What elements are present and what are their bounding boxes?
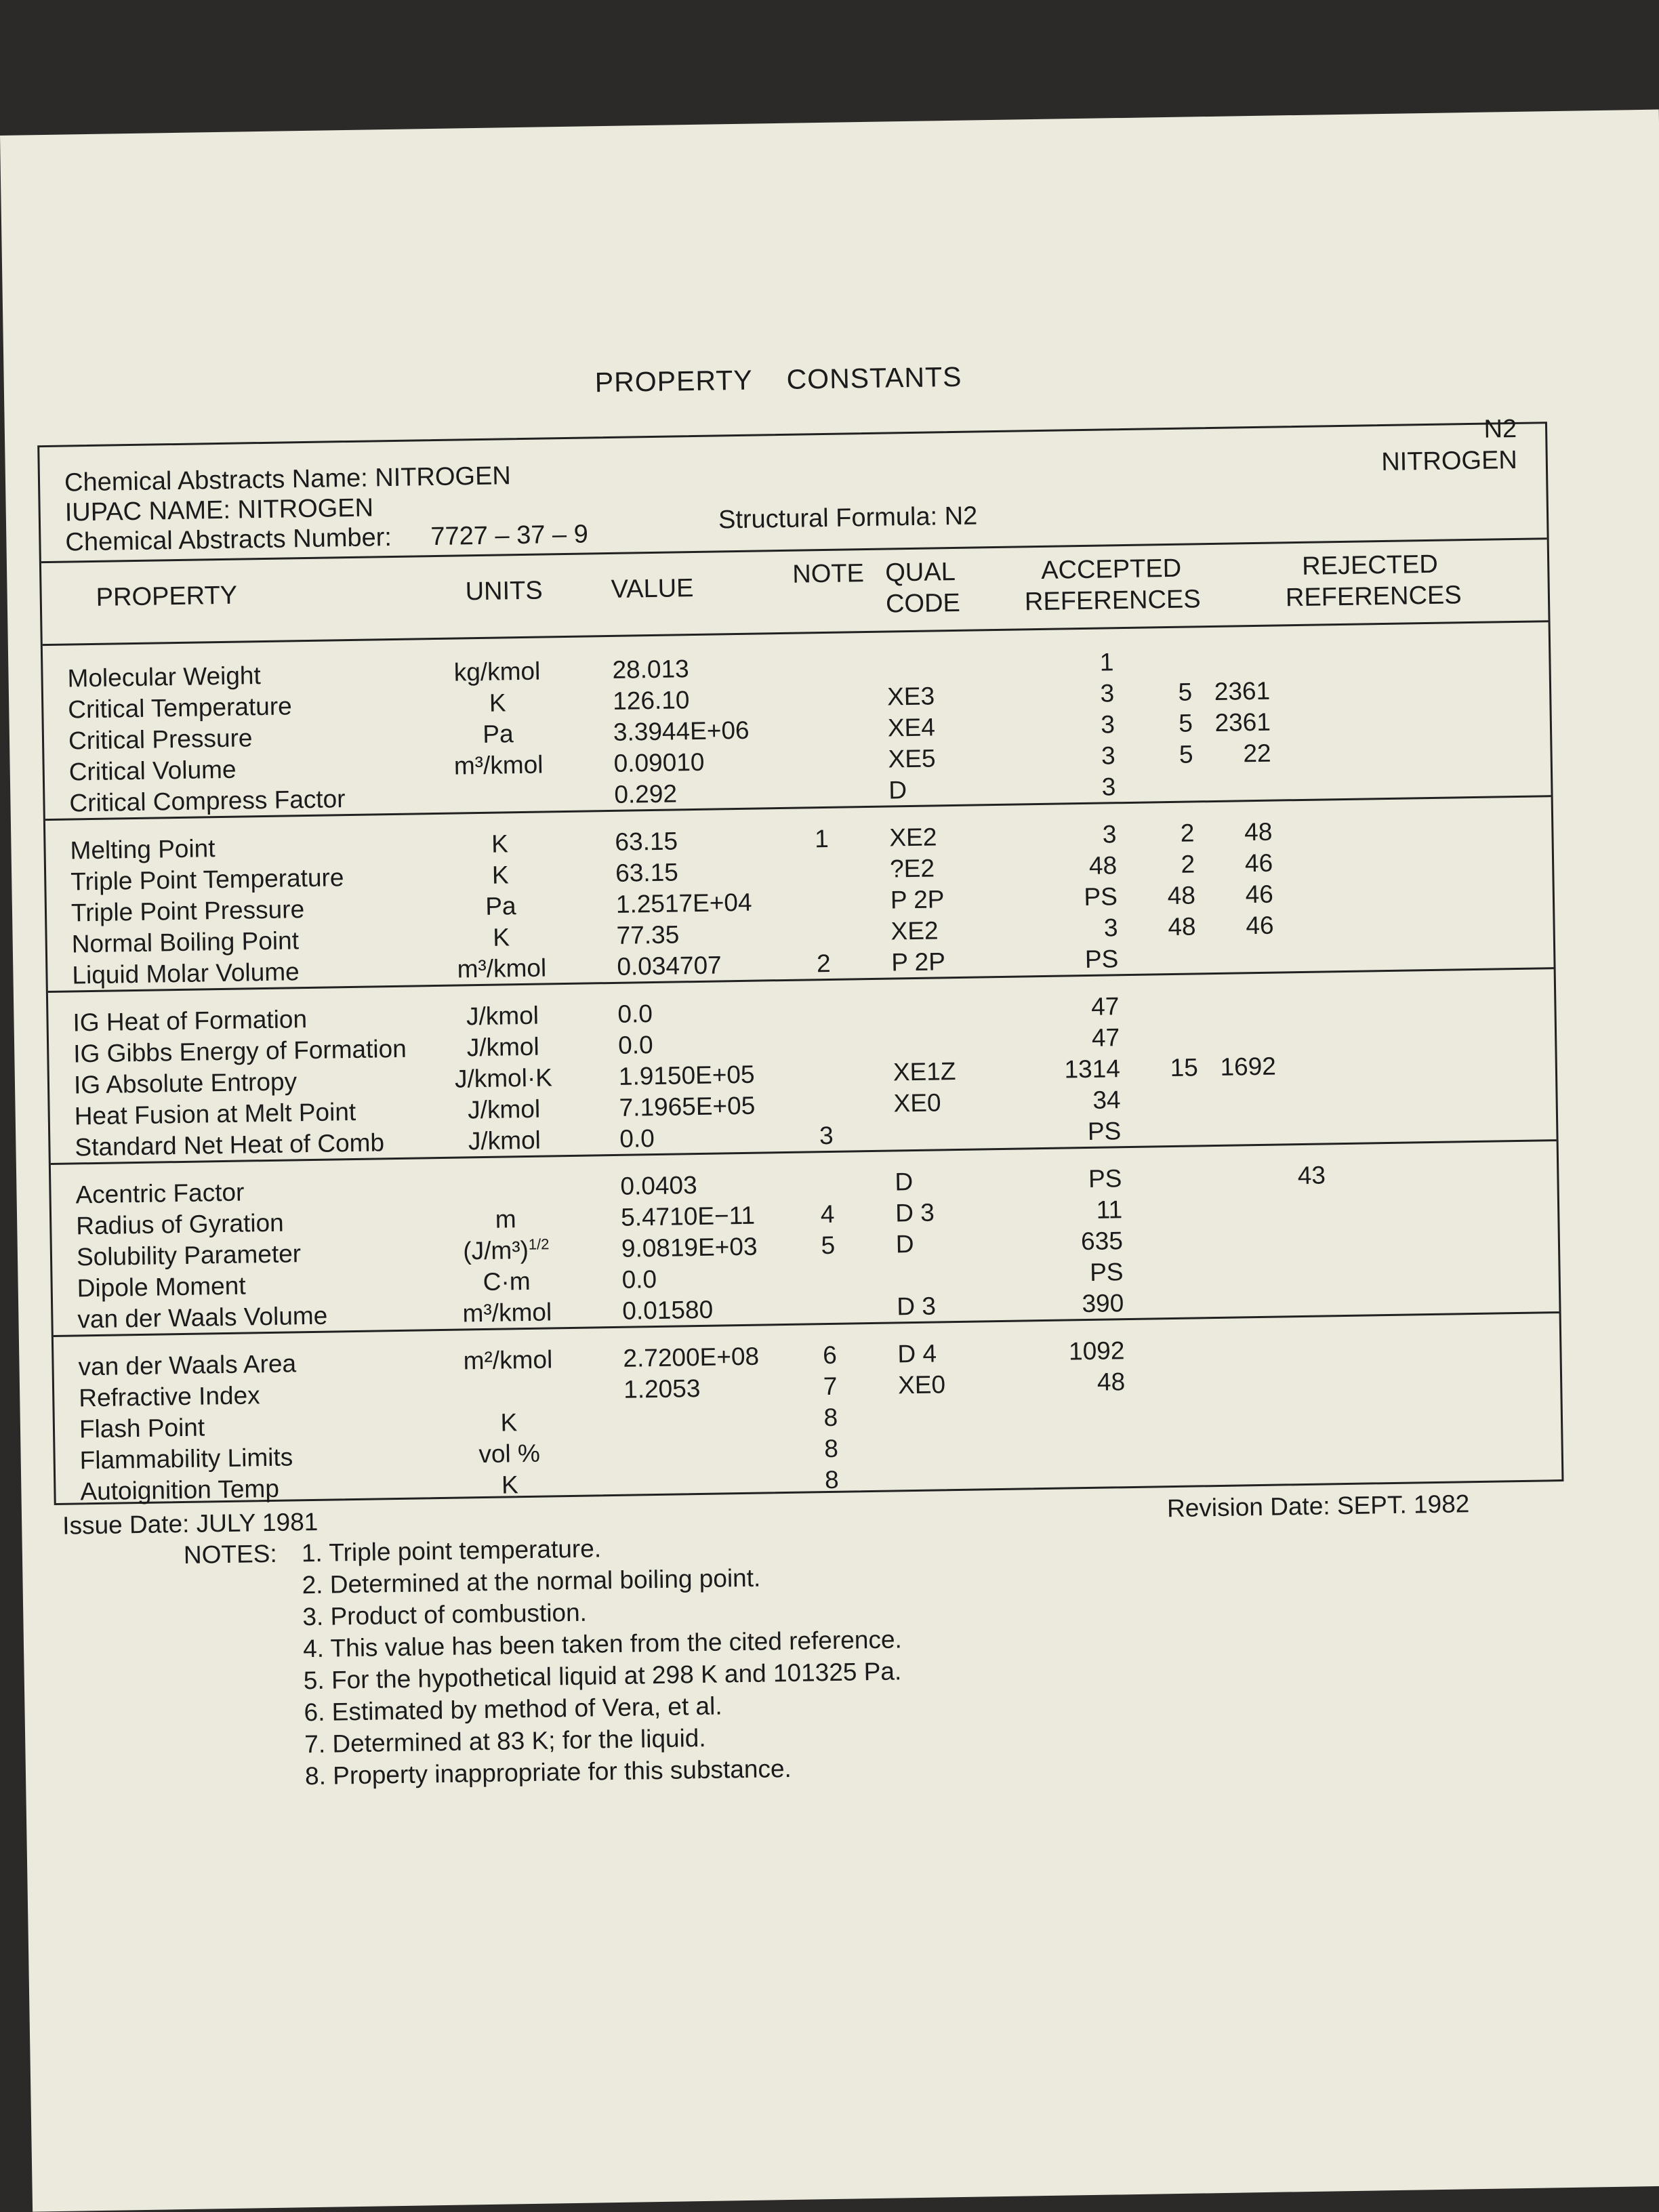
accepted-ref-1-cell: 48: [1097, 1368, 1126, 1396]
units-cell: $(J/m^3)^{1/2}$: [463, 1235, 550, 1265]
accepted-ref-3-cell: [1207, 1426, 1282, 1427]
ca-number-label: Chemical Abstracts Number:: [65, 523, 392, 557]
accepted-ref-2-cell: [1127, 1286, 1202, 1287]
qual-code-cell: XE2: [889, 823, 937, 852]
rejected-ref-cell: 43: [1297, 1161, 1326, 1190]
qual-code-cell: XE0: [893, 1088, 941, 1118]
accepted-ref-3-cell: 46: [1246, 911, 1274, 940]
units-cell: m³/kmol: [462, 1298, 552, 1328]
note-cell: [806, 885, 840, 886]
footnote-item: 2. Determined at the normal boiling point.: [302, 1563, 761, 1599]
property-cell: IG Absolute Entropy: [73, 1067, 298, 1099]
accepted-ref-2-cell: [1126, 1223, 1200, 1225]
issue-date: Issue Date: JULY 1981: [62, 1507, 319, 1540]
property-cell: Triple Point Temperature: [70, 863, 344, 896]
value-cell: 28.013: [612, 655, 689, 684]
accepted-ref-3-cell: 48: [1244, 817, 1273, 846]
col-qual-2: CODE: [885, 588, 961, 619]
units-cell: K: [501, 1471, 519, 1499]
units-cell: J/kmol: [467, 1094, 541, 1124]
units-cell: m³/kmol: [457, 954, 547, 983]
accepted-ref-1-cell: 3: [1102, 820, 1117, 848]
property-cell: Triple Point Pressure: [70, 895, 305, 927]
property-cell: Critical Pressure: [68, 724, 253, 755]
note-cell: [808, 1057, 842, 1058]
value-cell: 9.0819E+03: [621, 1232, 758, 1263]
accepted-ref-2-cell: 48: [1167, 881, 1196, 910]
qual-code-cell: XE4: [887, 713, 936, 742]
qual-code-cell: P 2P: [891, 947, 946, 977]
units-cell: K: [491, 830, 509, 858]
accepted-ref-3-cell: [1200, 988, 1275, 989]
property-cell: Liquid Molar Volume: [72, 958, 300, 989]
formula-short: N2: [1483, 414, 1517, 444]
units-cell: K: [489, 689, 506, 717]
iupac-name: IUPAC NAME: NITROGEN: [64, 493, 374, 527]
qual-code-cell: D 3: [895, 1198, 935, 1227]
name-short: NITROGEN: [1380, 445, 1518, 477]
accepted-ref-1-cell: [1018, 1459, 1126, 1461]
rejected-ref-cell: [1254, 987, 1363, 989]
note-cell: 7: [823, 1372, 838, 1401]
accepted-ref-3-cell: [1208, 1457, 1282, 1458]
value-cell: 77.35: [616, 920, 680, 949]
col-accepted-1: ACCEPTED: [1040, 554, 1182, 585]
col-rejected-1: REJECTED: [1301, 550, 1439, 581]
accepted-ref-1-cell: 1314: [1064, 1054, 1121, 1084]
footnote-item: 4. This value has been taken from the cited reference.: [302, 1625, 903, 1663]
property-cell: Critical Temperature: [67, 692, 292, 724]
accepted-ref-2-cell: [1129, 1427, 1204, 1428]
property-cell: Flash Point: [79, 1413, 205, 1443]
property-table: [37, 414, 1563, 1506]
accepted-ref-2-cell: [1126, 1192, 1200, 1193]
accepted-ref-2-cell: [1122, 989, 1197, 990]
accepted-ref-3-cell: [1205, 1285, 1279, 1286]
property-cell: Radius of Gyration: [75, 1208, 285, 1240]
accepted-ref-1-cell: 3: [1101, 773, 1116, 801]
accepted-ref-1-cell: PS: [1088, 1164, 1122, 1193]
note-cell: [803, 744, 837, 745]
property-cell: Acentric Factor: [75, 1178, 245, 1209]
qual-code-cell: XE0: [897, 1370, 946, 1399]
value-cell: 63.15: [615, 858, 679, 887]
accepted-ref-1-cell: PS: [1089, 1258, 1124, 1286]
units-cell: J/kmol: [466, 1032, 539, 1062]
note-cell: [806, 916, 840, 917]
accepted-ref-2-cell: 5: [1179, 740, 1193, 769]
accepted-ref-3-cell: 2361: [1214, 708, 1271, 737]
accepted-ref-3-cell: [1206, 1395, 1281, 1396]
accepted-ref-1-cell: 11: [1096, 1195, 1123, 1224]
accepted-ref-2-cell: [1126, 1254, 1201, 1256]
ca-name: Chemical Abstracts Name: NITROGEN: [64, 462, 512, 497]
accepted-ref-3-cell: 46: [1244, 848, 1273, 878]
property-cell: Critical Volume: [68, 755, 237, 786]
accepted-ref-2-cell: [1128, 1364, 1203, 1366]
qual-code-cell: D: [888, 776, 907, 804]
accepted-ref-2-cell: 15: [1170, 1053, 1199, 1082]
note-cell: 6: [822, 1340, 838, 1370]
col-value: VALUE: [611, 574, 694, 604]
property-cell: Standard Net Heat of Comb: [75, 1128, 385, 1162]
value-cell: 0.0403: [620, 1171, 697, 1200]
accepted-ref-1-cell: PS: [1084, 882, 1118, 912]
title-right: CONSTANTS: [786, 361, 962, 395]
accepted-ref-2-cell: 2: [1180, 819, 1195, 847]
value-cell: 7.1965E+05: [619, 1091, 756, 1122]
property-cell: IG Gibbs Energy of Formation: [73, 1034, 407, 1068]
property-cell: Autoignition Temp: [80, 1474, 280, 1506]
units-cell: Pa: [483, 720, 514, 748]
note-cell: [807, 995, 841, 996]
accepted-ref-2-cell: 5: [1178, 709, 1193, 737]
col-property: PROPERTY: [96, 581, 238, 612]
units-cell: J/kmol: [466, 1001, 539, 1031]
value-cell: 0.09010: [613, 747, 705, 777]
accepted-ref-1-cell: 47: [1091, 1023, 1120, 1052]
note-cell: 2: [816, 949, 831, 978]
accepted-ref-2-cell: [1128, 1333, 1202, 1334]
accepted-ref-3-cell: [1195, 644, 1269, 645]
accepted-ref-2-cell: [1117, 644, 1191, 646]
accepted-ref-2-cell: 5: [1178, 678, 1193, 706]
value-cell: 0.034707: [617, 951, 722, 981]
accepted-ref-1-cell: 3: [1100, 710, 1115, 739]
qual-code-cell: P 2P: [890, 885, 945, 914]
accepted-ref-1-cell: 1: [1099, 648, 1114, 676]
note-cell: [804, 775, 838, 776]
title-left: PROPERTY: [594, 364, 753, 398]
accepted-ref-3-cell: [1206, 1332, 1280, 1334]
note-cell: 3: [819, 1121, 834, 1150]
units-cell: K: [500, 1408, 518, 1437]
accepted-ref-2-cell: [1124, 1113, 1199, 1115]
footnote-item: 8. Property inappropriate for this substance.: [304, 1754, 792, 1790]
property-cell: Flammability Limits: [79, 1443, 293, 1475]
note-cell: [803, 713, 837, 714]
units-cell: K: [493, 923, 510, 951]
rejected-ref-cell: [1255, 1018, 1364, 1020]
property-cell: Critical Compress Factor: [69, 785, 346, 817]
note-cell: [808, 1026, 842, 1027]
value-cell: 0.01580: [622, 1295, 714, 1325]
value-cell: 2.7200E+08: [623, 1342, 760, 1372]
accepted-ref-1-cell: 48: [1088, 851, 1118, 880]
value-cell: 0.0: [619, 1124, 655, 1153]
footnote-item: 3. Product of combustion.: [302, 1598, 588, 1631]
property-cell: Refractive Index: [78, 1381, 260, 1412]
accepted-ref-2-cell: 48: [1168, 912, 1196, 941]
note-cell: 8: [823, 1403, 838, 1432]
value-cell: 0.0: [621, 1265, 657, 1294]
rejected-ref-cell: [1261, 1424, 1370, 1426]
accepted-ref-3-cell: [1204, 1223, 1278, 1224]
note-cell: 1: [814, 824, 830, 853]
qual-code-cell: XE5: [888, 744, 936, 773]
value-cell: 1.2053: [623, 1374, 701, 1404]
property-cell: IG Heat of Formation: [73, 1005, 308, 1037]
units-cell: m³/kmol: [453, 750, 544, 780]
note-cell: 4: [820, 1200, 835, 1229]
value-cell: 3.3944E+06: [613, 716, 750, 746]
rejected-ref-cell: [1262, 1455, 1370, 1457]
accepted-ref-3-cell: 46: [1245, 880, 1274, 909]
accepted-ref-3-cell: [1202, 1113, 1277, 1114]
note-cell: [808, 1088, 842, 1089]
accepted-ref-1-cell: 34: [1092, 1086, 1121, 1114]
rejected-ref-cell: [1259, 1284, 1368, 1286]
revision-date: Revision Date: SEPT. 1982: [1166, 1490, 1470, 1523]
property-cell: Dipole Moment: [77, 1271, 246, 1303]
col-note: NOTE: [792, 559, 865, 589]
units-cell: J/kmol·K: [454, 1063, 553, 1093]
accepted-ref-3-cell: 22: [1243, 739, 1271, 768]
units-cell: J/kmol: [468, 1126, 541, 1155]
footnote-item: 7. Determined at 83 K; for the liquid.: [304, 1723, 706, 1759]
accepted-ref-3-cell: [1204, 1254, 1279, 1255]
accepted-ref-1-cell: 3: [1100, 679, 1115, 708]
units-superscript: 1/2: [528, 1235, 550, 1253]
note-cell: 8: [823, 1434, 839, 1463]
footnote-item: 5. For the hypothetical liquid at 298 K and 101325 Pa.: [303, 1657, 902, 1695]
accepted-ref-1-cell: 3: [1101, 741, 1115, 770]
page-title: [594, 361, 996, 398]
units-cell: vol %: [478, 1439, 541, 1469]
rejected-ref-cell: [1256, 1111, 1365, 1113]
qual-code-cell: XE3: [886, 682, 935, 711]
value-cell: 126.10: [612, 686, 690, 715]
accepted-ref-2-cell: [1123, 1020, 1197, 1021]
note-cell: 8: [824, 1465, 839, 1494]
accepted-ref-2-cell: [1128, 1395, 1203, 1397]
units-cell: C·m: [483, 1267, 531, 1296]
accepted-ref-1-cell: 1092: [1068, 1336, 1125, 1366]
col-qual-1: QUAL: [884, 557, 956, 588]
accepted-ref-1-cell: 3: [1103, 914, 1118, 942]
value-cell: 0.0: [617, 1031, 653, 1059]
accepted-ref-2-cell: [1130, 1458, 1204, 1459]
rejected-ref-cell: [1258, 1221, 1366, 1223]
accepted-ref-3-cell: 2361: [1214, 676, 1271, 705]
units-cell: m²/kmol: [463, 1345, 553, 1375]
value-cell: 5.4710E−11: [620, 1201, 756, 1231]
value-cell: 0.0: [617, 1000, 653, 1028]
footnote-item: 6. Estimated by method of Vera, et al.: [304, 1692, 722, 1727]
note-cell: [810, 1167, 844, 1168]
accepted-ref-3-cell: [1206, 1364, 1281, 1365]
units-cell: Pa: [485, 892, 516, 920]
rejected-ref-cell: [1258, 1252, 1367, 1254]
value-cell: 0.292: [614, 779, 678, 808]
rejected-ref-cell: [1261, 1393, 1369, 1395]
accepted-ref-1-cell: PS: [1084, 945, 1119, 974]
units-cell: m: [495, 1205, 516, 1233]
units-cell: [434, 1171, 576, 1173]
accepted-ref-1-cell: 390: [1082, 1289, 1124, 1318]
accepted-ref-1-cell: 47: [1090, 992, 1120, 1021]
qual-code-cell: D 3: [896, 1292, 937, 1321]
qual-code-cell: ?E2: [889, 854, 935, 883]
units-cell: K: [491, 861, 509, 889]
qual-code-cell: D 4: [897, 1339, 937, 1368]
property-cell: Molecular Weight: [67, 661, 262, 693]
qual-code-cell: D: [895, 1168, 914, 1196]
column-header-divider: [43, 620, 1549, 646]
property-cell: Melting Point: [70, 834, 216, 865]
property-cell: Solubility Parameter: [76, 1240, 302, 1271]
ca-number: 7727 – 37 – 9: [430, 520, 589, 552]
value-cell: 1.2517E+04: [615, 888, 752, 918]
qual-code-cell: D: [895, 1230, 914, 1258]
accepted-ref-3-cell: [1201, 1019, 1275, 1021]
accepted-ref-1-cell: PS: [1087, 1117, 1122, 1145]
rejected-ref-cell: [1261, 1361, 1369, 1364]
accepted-ref-1-cell: [1017, 1428, 1126, 1430]
value-cell: 1.9150E+05: [618, 1060, 755, 1090]
footnote-item: 1. Triple point temperature.: [301, 1534, 602, 1568]
document-page: [0, 110, 1659, 2212]
accepted-ref-2-cell: [1125, 1161, 1200, 1162]
col-units: UNITS: [465, 576, 543, 607]
rejected-ref-cell: [1260, 1331, 1368, 1333]
note-cell: 5: [821, 1231, 836, 1260]
col-accepted-2: REFERENCES: [1024, 585, 1202, 617]
col-rejected-2: REFERENCES: [1285, 581, 1462, 613]
accepted-ref-1-cell: 635: [1080, 1227, 1124, 1256]
property-cell: van der Waals Area: [78, 1349, 297, 1381]
property-cell: Normal Boiling Point: [71, 926, 300, 958]
structural-formula: Structural Formula: N2: [718, 501, 978, 535]
qual-code-cell: XE1Z: [893, 1057, 956, 1086]
value-cell: 63.15: [615, 827, 678, 856]
accepted-ref-3-cell: 1692: [1220, 1052, 1277, 1081]
notes-label: NOTES:: [183, 1539, 277, 1570]
rejected-ref-cell: [1249, 642, 1357, 644]
accepted-ref-2-cell: 2: [1181, 850, 1195, 878]
property-cell: Heat Fusion at Melt Point: [74, 1097, 356, 1130]
property-cell: van der Waals Volume: [77, 1301, 328, 1334]
units-cell: kg/kmol: [453, 657, 541, 687]
qual-code-cell: XE2: [890, 916, 939, 945]
